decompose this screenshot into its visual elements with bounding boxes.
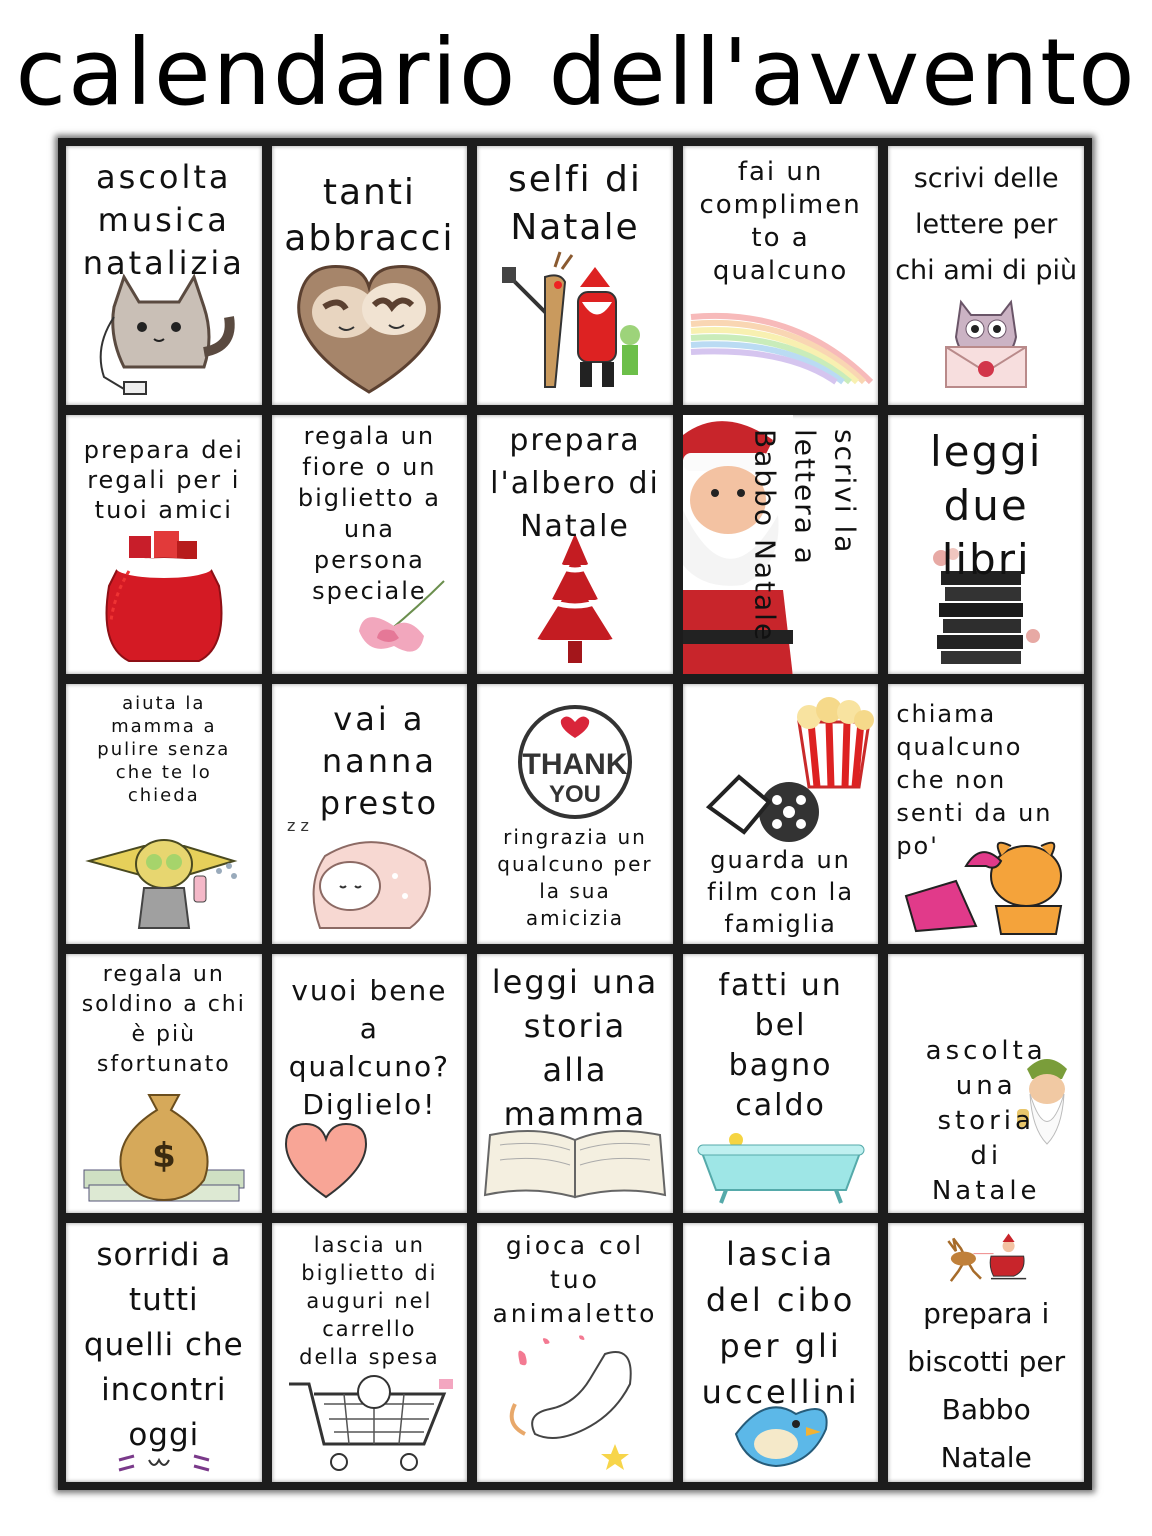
money-bag-icon — [79, 1085, 249, 1205]
cell-text: lascia un biglietto di auguri nel carrello della spesa — [299, 1232, 440, 1369]
cell-text: gioca col tuo animaletto — [492, 1230, 658, 1328]
cell-text: prepara i biscotti per Babbo Natale — [907, 1297, 1066, 1474]
calendar-cell-8[interactable] — [477, 415, 673, 674]
cell-text: prepara l'albero di Natale — [490, 423, 660, 545]
cell-text: ascolta una storia di Natale — [925, 1035, 1047, 1206]
elf-cleaning-icon — [84, 816, 244, 936]
cell-text: tanti abbracci — [284, 172, 455, 259]
thank-you-bottom: YOU — [548, 781, 601, 809]
calendar-cell-5[interactable] — [888, 146, 1084, 405]
cell-text: fatti un bel bagno caldo — [718, 967, 843, 1123]
calendar-cell-19[interactable] — [683, 954, 879, 1213]
cell-text: ringrazia un qualcuno per la sua amicizia — [497, 825, 653, 931]
bathtub-icon — [696, 1125, 866, 1205]
svg-text:$: $ — [151, 1135, 176, 1176]
sloths-heart-icon — [284, 247, 454, 397]
cell-text: regala un fiore o un biglietto a una persona speciale — [297, 422, 441, 606]
cell-text: lascia del cibo per gli uccellini — [701, 1234, 860, 1411]
cell-text: prepara dei regali per i tuoi amici — [83, 436, 244, 525]
calendar-cell-11[interactable] — [66, 684, 262, 943]
calendar-cell-12[interactable] — [272, 684, 468, 943]
cell-text: fai un complimen to a qualcuno — [699, 157, 862, 286]
calendar-cell-16[interactable] — [66, 954, 262, 1213]
cell-text: leggi due libri — [929, 427, 1043, 585]
cell-text: sorridi a tutti quelli che incontri oggi — [83, 1236, 244, 1453]
sleeping-bear-icon — [285, 816, 445, 936]
shopping-cart-icon — [284, 1374, 454, 1474]
cell-text: ascolta musica natalizia — [82, 158, 245, 282]
calendar-cell-3[interactable] — [477, 146, 673, 405]
calendar-cell-2[interactable] — [272, 146, 468, 405]
calendar-cell-1[interactable] — [66, 146, 262, 405]
calendar-cell-15[interactable] — [888, 684, 1084, 943]
cell-text: scrivi delle lettere per chi ami di più — [895, 163, 1078, 286]
cell-text: vuoi bene a qualcuno? Diglielo! — [288, 973, 451, 1121]
owl-letter-icon — [931, 287, 1041, 397]
cell-text: scrivi la lettera a Babbo Natale — [748, 429, 862, 643]
heart-icon — [281, 1119, 371, 1199]
cell-text: vai a nanna presto — [319, 700, 440, 823]
calendar-cell-22[interactable] — [272, 1223, 468, 1482]
advent-grid — [58, 138, 1092, 1490]
svg-text:z z: z z — [287, 815, 310, 835]
calendar-cell-6[interactable] — [66, 415, 262, 674]
calendar-cell-9[interactable] — [683, 415, 879, 674]
calendar-cell-10[interactable] — [888, 415, 1084, 674]
cell-text: chiama qualcuno che non senti da un po' — [896, 700, 1053, 861]
calendar-cell-21[interactable] — [66, 1223, 262, 1482]
cell-text: selfi di Natale — [508, 159, 642, 248]
open-book-icon — [480, 1125, 670, 1205]
calendar-cell-18[interactable] — [477, 954, 673, 1213]
calendar-cell-17[interactable] — [272, 954, 468, 1213]
playful-cat-icon — [495, 1334, 655, 1474]
calendar-cell-4[interactable] — [683, 146, 879, 405]
cell-text: regala un soldino a chi è più sfortunato — [81, 961, 246, 1077]
calendar-cell-13[interactable] — [477, 684, 673, 943]
rainbow-icon — [686, 297, 876, 387]
calendar-cell-20[interactable] — [888, 954, 1084, 1213]
gift-sack-icon — [99, 526, 229, 666]
calendar-cell-7[interactable] — [272, 415, 468, 674]
cell-text: aiuta la mamma a pulire senza che te lo chieda — [97, 693, 231, 807]
page-title: calendario dell'avvento — [15, 19, 1137, 126]
calendar-cell-23[interactable] — [477, 1223, 673, 1482]
thank-you-icon — [505, 702, 645, 822]
thank-you-top: THANK — [522, 748, 628, 782]
santa-reindeer-selfie-icon — [500, 247, 650, 397]
calendar-cell-25[interactable] — [888, 1223, 1084, 1482]
calendar-cell-24[interactable] — [683, 1223, 879, 1482]
cell-text: leggi una storia alla mamma — [491, 962, 659, 1133]
cell-text: guarda un film con la famiglia — [707, 846, 855, 939]
santa-sleigh-icon — [901, 1231, 1071, 1286]
calendar-cell-14[interactable] — [683, 684, 879, 943]
